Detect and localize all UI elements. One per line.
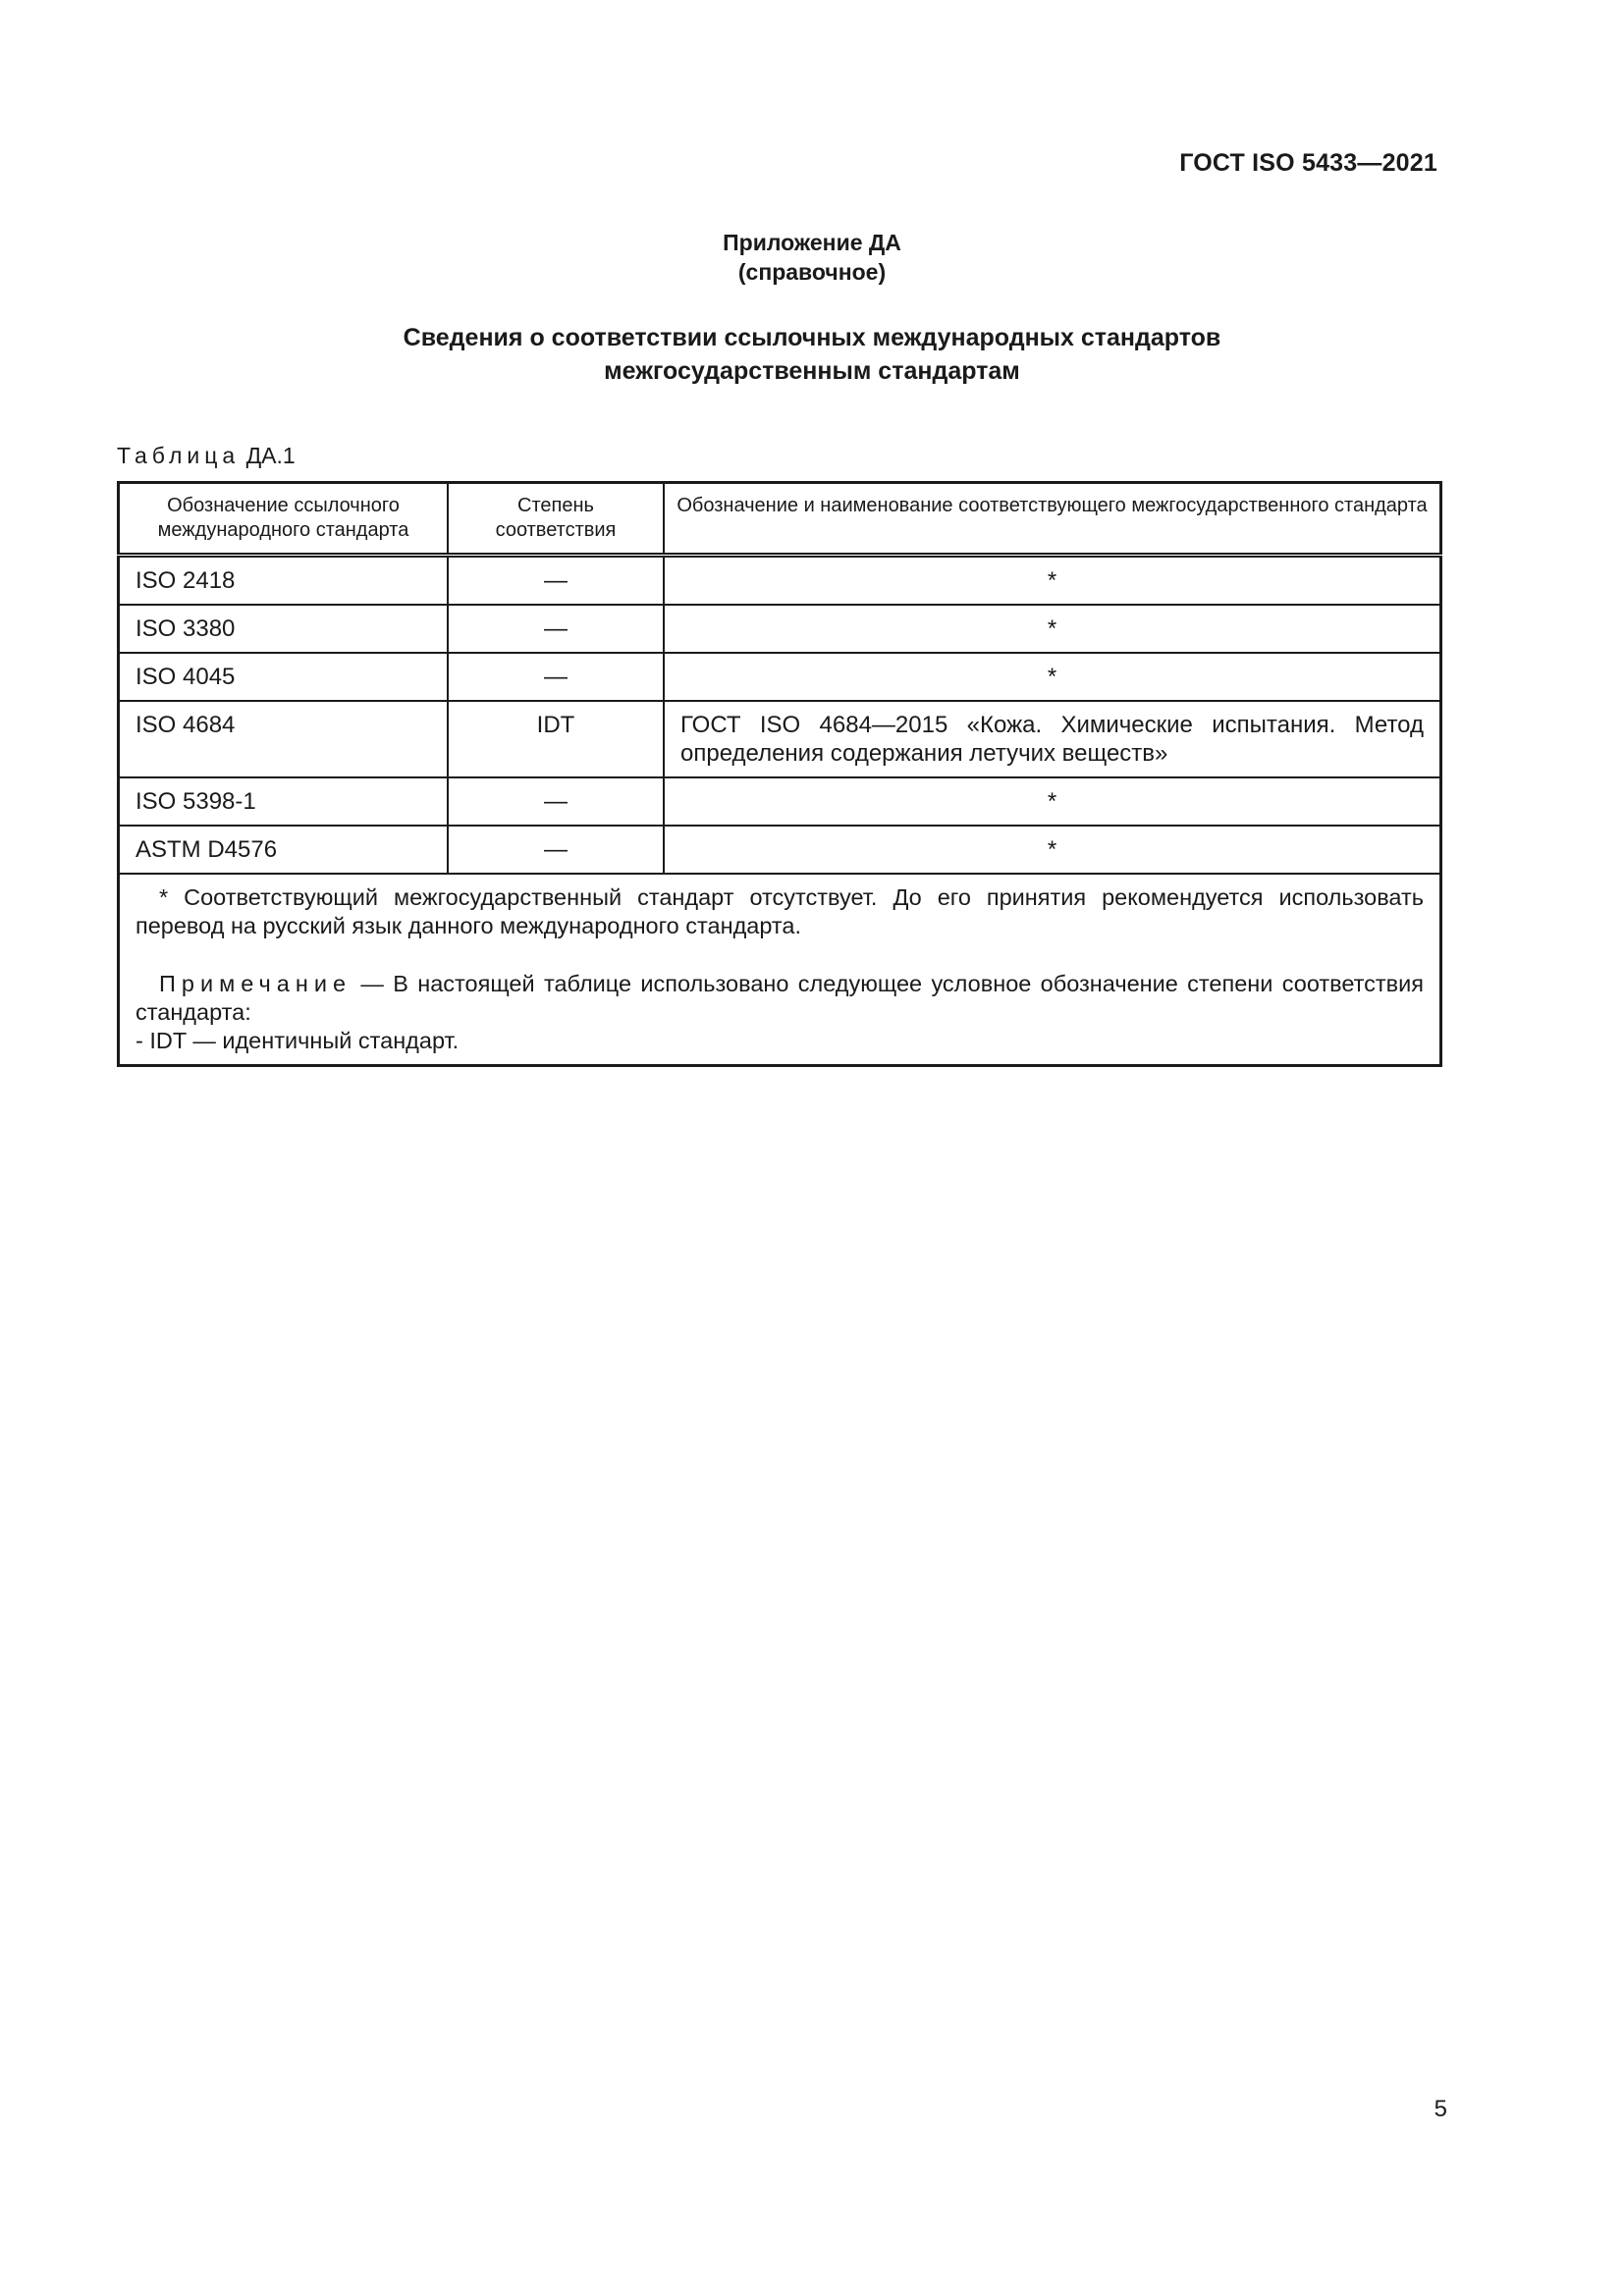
table-caption-number: ДА.1 (245, 443, 296, 468)
cell-gost: ГОСТ ISO 4684—2015 «Кожа. Химические испытания. Метод определения содержания летучих веществ» (664, 701, 1441, 777)
table-note-label: Примечание (159, 971, 352, 996)
section-heading (0, 321, 1624, 388)
cell-degree: IDT (448, 701, 664, 777)
cell-degree: — (448, 777, 664, 826)
cell-degree: — (448, 653, 664, 701)
page-number: 5 (1434, 2096, 1447, 2122)
table-note (135, 970, 1424, 1027)
column-header-gost: Обозначение и наименование соответствующего межгосударственного стандарта (664, 483, 1441, 556)
table-caption-label: Таблица (117, 443, 241, 468)
cell-intl-standard: ISO 4684 (119, 701, 449, 777)
table-row (119, 826, 1441, 874)
table-row (119, 777, 1441, 826)
cell-gost: * (664, 653, 1441, 701)
section-heading-line-1: Сведения о соответствии ссылочных международных стандартов (403, 324, 1221, 351)
cell-intl-standard: ISO 2418 (119, 556, 449, 606)
cell-intl-standard: ISO 3380 (119, 605, 449, 653)
cell-degree: — (448, 826, 664, 874)
cell-intl-standard: ISO 4045 (119, 653, 449, 701)
reference-standards-table (117, 481, 1442, 1067)
cell-intl-standard: ISO 5398-1 (119, 777, 449, 826)
appendix-subtitle: (справочное) (737, 259, 887, 285)
table-footnote: * Соответствующий межгосударственный стандарт отсутствует. До его принятия рекомендуется использовать перевод на русский язык данного международного стандарта. (135, 884, 1424, 938)
table-row (119, 653, 1441, 701)
document-code: ГОСТ ISO 5433—2021 (1179, 149, 1437, 177)
cell-gost: * (664, 826, 1441, 874)
table-note-item: - IDT — идентичный стандарт. (135, 1028, 460, 1053)
cell-degree: — (448, 556, 664, 606)
appendix-title: Приложение ДА (723, 230, 901, 255)
cell-gost: * (664, 777, 1441, 826)
table-header-row (119, 483, 1441, 556)
appendix-title-block (0, 228, 1624, 287)
table-notes (119, 874, 1441, 1066)
table-row (119, 556, 1441, 606)
column-header-degree: Степень соответствия (448, 483, 664, 556)
cell-gost: * (664, 605, 1441, 653)
table-row (119, 605, 1441, 653)
table-note-text: — В настоящей таблице использовано следующее условное обозначение степени соответствия стандарта: (135, 971, 1424, 1025)
cell-degree: — (448, 605, 664, 653)
table-caption (117, 443, 296, 469)
column-header-intl-standard: Обозначение ссылочного международного стандарта (119, 483, 449, 556)
cell-gost: * (664, 556, 1441, 606)
table-footer-row (119, 874, 1441, 1066)
cell-intl-standard: ASTM D4576 (119, 826, 449, 874)
table-row (119, 701, 1441, 777)
section-heading-line-2: межгосударственным стандартам (604, 357, 1020, 385)
